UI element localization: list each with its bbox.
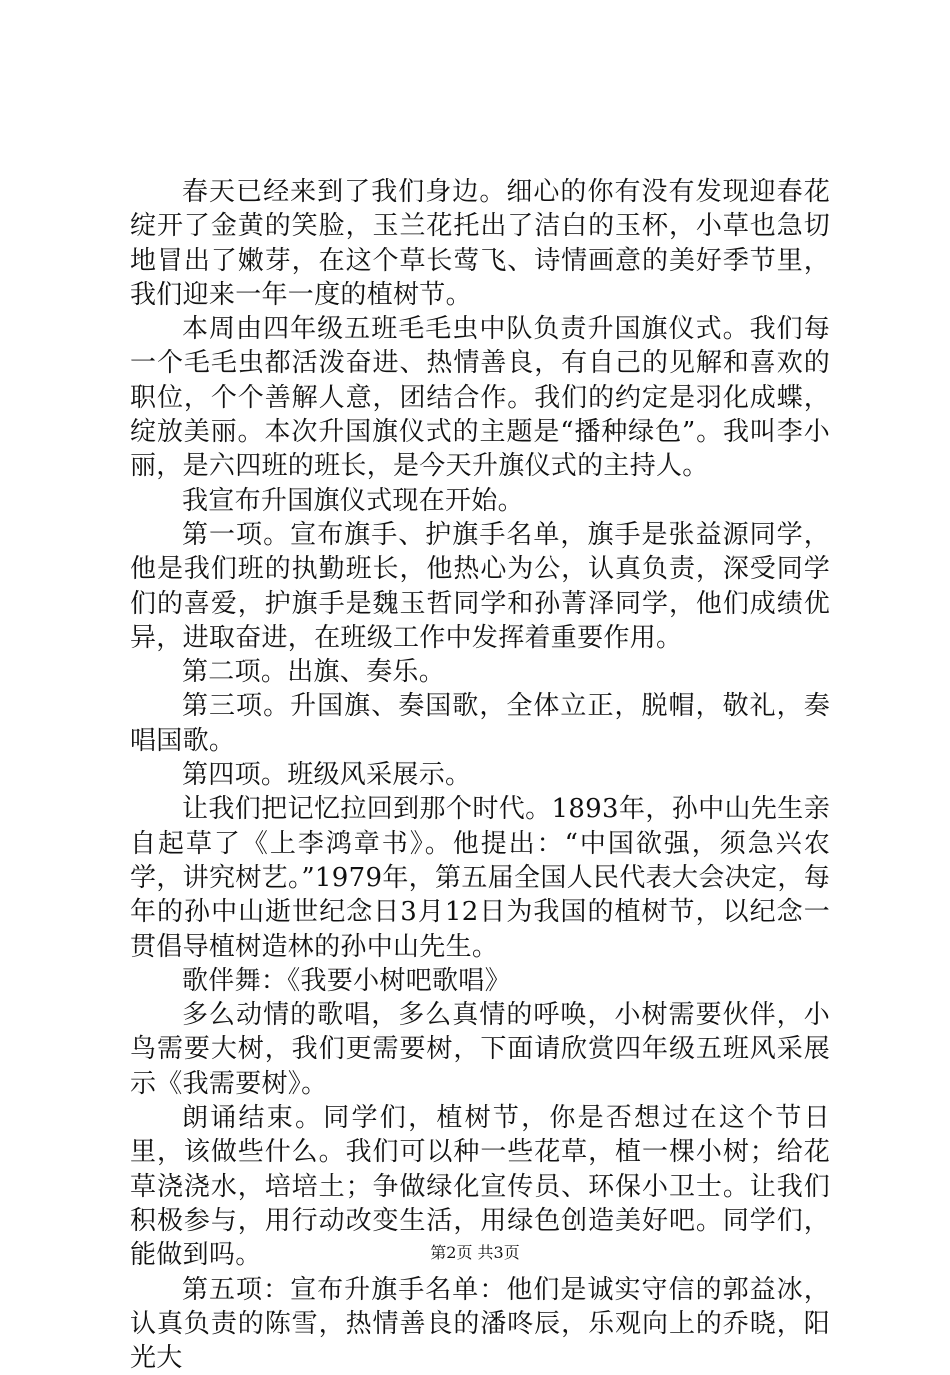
paragraph-item-two: 第二项。出旗、奏乐。 [130,655,830,689]
paragraph-recitation-end: 朗诵结束。同学们，植树节，你是否想过在这个节日里，该做些什么。我们可以种一些花草，植一棵小树；给花草浇浇水，培培土；争做绿化宣传员、环保小卫士。让我们积极参与，用行动改变生活，用绿色创造美好吧。同学们，能做到吗。 [130,1101,830,1272]
page-number-footer: 第2页 共3页 [0,1243,950,1263]
paragraph-song-dance: 歌伴舞：《我要小树吧歌唱》 [130,964,830,998]
paragraph-item-four: 第四项。班级风采展示。 [130,758,830,792]
paragraph-song-intro: 多么动情的歌唱，多么真情的呼唤，小树需要伙伴，小鸟需要大树，我们更需要树，下面请欣赏四年级五班风采展示《我需要树》。 [130,998,830,1101]
paragraph-history: 让我们把记忆拉回到那个时代。1893年，孙中山先生亲自起草了《上李鸿章书》。他提出：“中国欲强，须急兴农学，讲究树艺。”1979年，第五届全国人民代表大会决定，每年的孙中山逝世纪念日3月12日为我国的植树节，以纪念一贯倡导植树造林的孙中山先生。 [130,792,830,963]
document-body [130,175,830,1375]
paragraph-item-five: 第五项：宣布升旗手名单：他们是诚实守信的郭益冰，认真负责的陈雪，热情善良的潘咚辰，乐观向上的乔晓，阳光大 [130,1273,830,1375]
paragraph-class-intro: 本周由四年级五班毛毛虫中队负责升国旗仪式。我们每一个毛毛虫都活泼奋进、热情善良，有自己的见解和喜欢的职位，个个善解人意，团结合作。我们的约定是羽化成蝶，绽放美丽。本次升国旗仪式的主题是“播种绿色”。我叫李小丽，是六四班的班长，是今天升旗仪式的主持人。 [130,312,830,483]
paragraph-ceremony-start: 我宣布升国旗仪式现在开始。 [130,484,830,518]
paragraph-item-one: 第一项。宣布旗手、护旗手名单，旗手是张益源同学，他是我们班的执勤班长，他热心为公，认真负责，深受同学们的喜爱，护旗手是魏玉哲同学和孙菁泽同学，他们成绩优异，进取奋进，在班级工作中发挥着重要作用。 [130,518,830,655]
paragraph-spring-intro: 春天已经来到了我们身边。细心的你有没有发现迎春花绽开了金黄的笑脸，玉兰花托出了洁白的玉杯，小草也急切地冒出了嫩芽，在这个草长莺飞、诗情画意的美好季节里，我们迎来一年一度的植树节。 [130,175,830,312]
paragraph-item-three: 第三项。升国旗、奏国歌，全体立正，脱帽，敬礼，奏唱国歌。 [130,689,830,758]
